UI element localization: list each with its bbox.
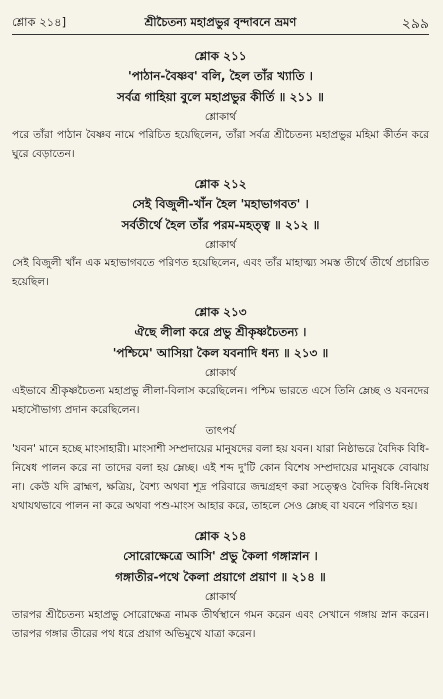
verse-heading-214: শ্লোক ২১৪ bbox=[194, 529, 247, 543]
translation-label: শ্লোকার্থ bbox=[204, 591, 237, 603]
purport-text: 'যবন' মানে হচ্ছে মাংসাহারী। মাংসাশী সম্প্রদায়ের মানুষদের বলা হয় যবন। যারা নিষ্ঠাভরে বৈদিক বিধি-নিষেধ পালন করে না তাদের বলা হয় ম্লেচ্ছ। এই শব্দ দু'টি কোন বিশেষ সম্প্রদায়ের মানুষকে বোঝায় না। কেউ যদি ব্রাহ্মণ, ক্ষত্রিয়, বৈশ্য অথবা শূদ্র পরিবারে জন্মগ্রহণ করা সত্ত্বেও বৈদিক বিধি-নিষেধ যথাযথভাবে পালন না করে অথবা পশু-মাংস আহার করে, তাহলে সেও ম্লেচ্ছ বা যবনে পরিণত হয়। bbox=[12, 443, 429, 512]
verse-line: ঐছে লীলা করে প্রভু শ্রীকৃষ্ণচৈতন্য । bbox=[134, 325, 307, 339]
header-rule bbox=[12, 34, 429, 35]
translation-label: শ্লোকার্থ bbox=[204, 367, 237, 379]
running-header bbox=[12, 12, 429, 32]
verse-line: সর্বত্র গাহিয়া বুলে মহাপ্রভুর কীর্তি ॥ ২১১ ॥ bbox=[117, 90, 324, 104]
translation-label: শ্লোকার্থ bbox=[204, 239, 237, 251]
page-number: ২৯৯ bbox=[401, 16, 429, 32]
verse-line: 'পাঠান-বৈষ্ণব' বলি, হৈল তাঁর খ্যাতি । bbox=[128, 69, 313, 83]
verse-heading-212: শ্লোক ২১২ bbox=[194, 177, 247, 191]
translation-text: এইভাবে শ্রীকৃষ্ণচৈতন্য মহাপ্রভু লীলা-বিলাস করেছিলেন। পশ্চিম ভারতে এসে তিনি ম্লেচ্ছ ও যবনদের মহাসৌভাগ্য প্রদান করেছিলেন। bbox=[12, 385, 429, 416]
header-chapter-title: শ্রীচৈতন্য মহাপ্রভুর বৃন্দাবনে ভ্রমণ bbox=[144, 15, 297, 29]
verse-line: 'পশ্চিমে' আসিয়া কৈল যবনাদি ধন্য ॥ ২১৩ ॥ bbox=[112, 346, 329, 360]
purport-label: তাৎপর্য bbox=[205, 425, 236, 437]
verse-line: সেই বিজুলী-খাঁন হৈল 'মহাভাগবত' । bbox=[132, 197, 309, 211]
header-verse-ref: শ্লোক ২১৪] bbox=[12, 15, 67, 29]
translation-text: সেই বিজুলী খাঁন এক মহাভাগবতে পরিণত হয়েছিলেন, এবং তাঁর মাহাত্ম্য সমস্ত তীর্থে তীর্থে প্রচারিত হয়েছিল। bbox=[12, 257, 429, 288]
verse-heading-213: শ্লোক ২১৩ bbox=[194, 305, 247, 319]
translation-text: পরে তাঁরা পাঠান বৈষ্ণব নামে পরিচিত হয়েছিলেন, তাঁরা সর্বত্র শ্রীচৈতন্য মহাপ্রভুর মহিমা কীর্তন করে ঘুরে বেড়াতেন। bbox=[12, 129, 429, 160]
translation-label: শ্লোকার্থ bbox=[204, 111, 237, 123]
verse-heading-211: শ্লোক ২১১ bbox=[194, 49, 247, 63]
translation-text: তারপর শ্রীচৈতন্য মহাপ্রভু সোরোক্ষেত্র নামক তীর্থস্থানে গমন করেন এবং সেখানে গঙ্গায় স্নান করেন। তারপর গঙ্গার তীরের পথ ধরে প্রয়াগ অভিমুখে যাত্রা করেন। bbox=[12, 609, 429, 640]
verse-line: সোরোক্ষেত্রে আসি' প্রভু কৈলা গঙ্গাস্নান । bbox=[123, 549, 318, 563]
page-content bbox=[12, 46, 429, 654]
verse-line: গঙ্গাতীর-পথে কৈলা প্রয়াগে প্রয়াণ ॥ ২১৪ ॥ bbox=[115, 570, 326, 584]
verse-line: সর্বতীর্থে হৈল তাঁর পরম-মহত্ত্ব ॥ ২১২ ॥ bbox=[121, 218, 320, 232]
